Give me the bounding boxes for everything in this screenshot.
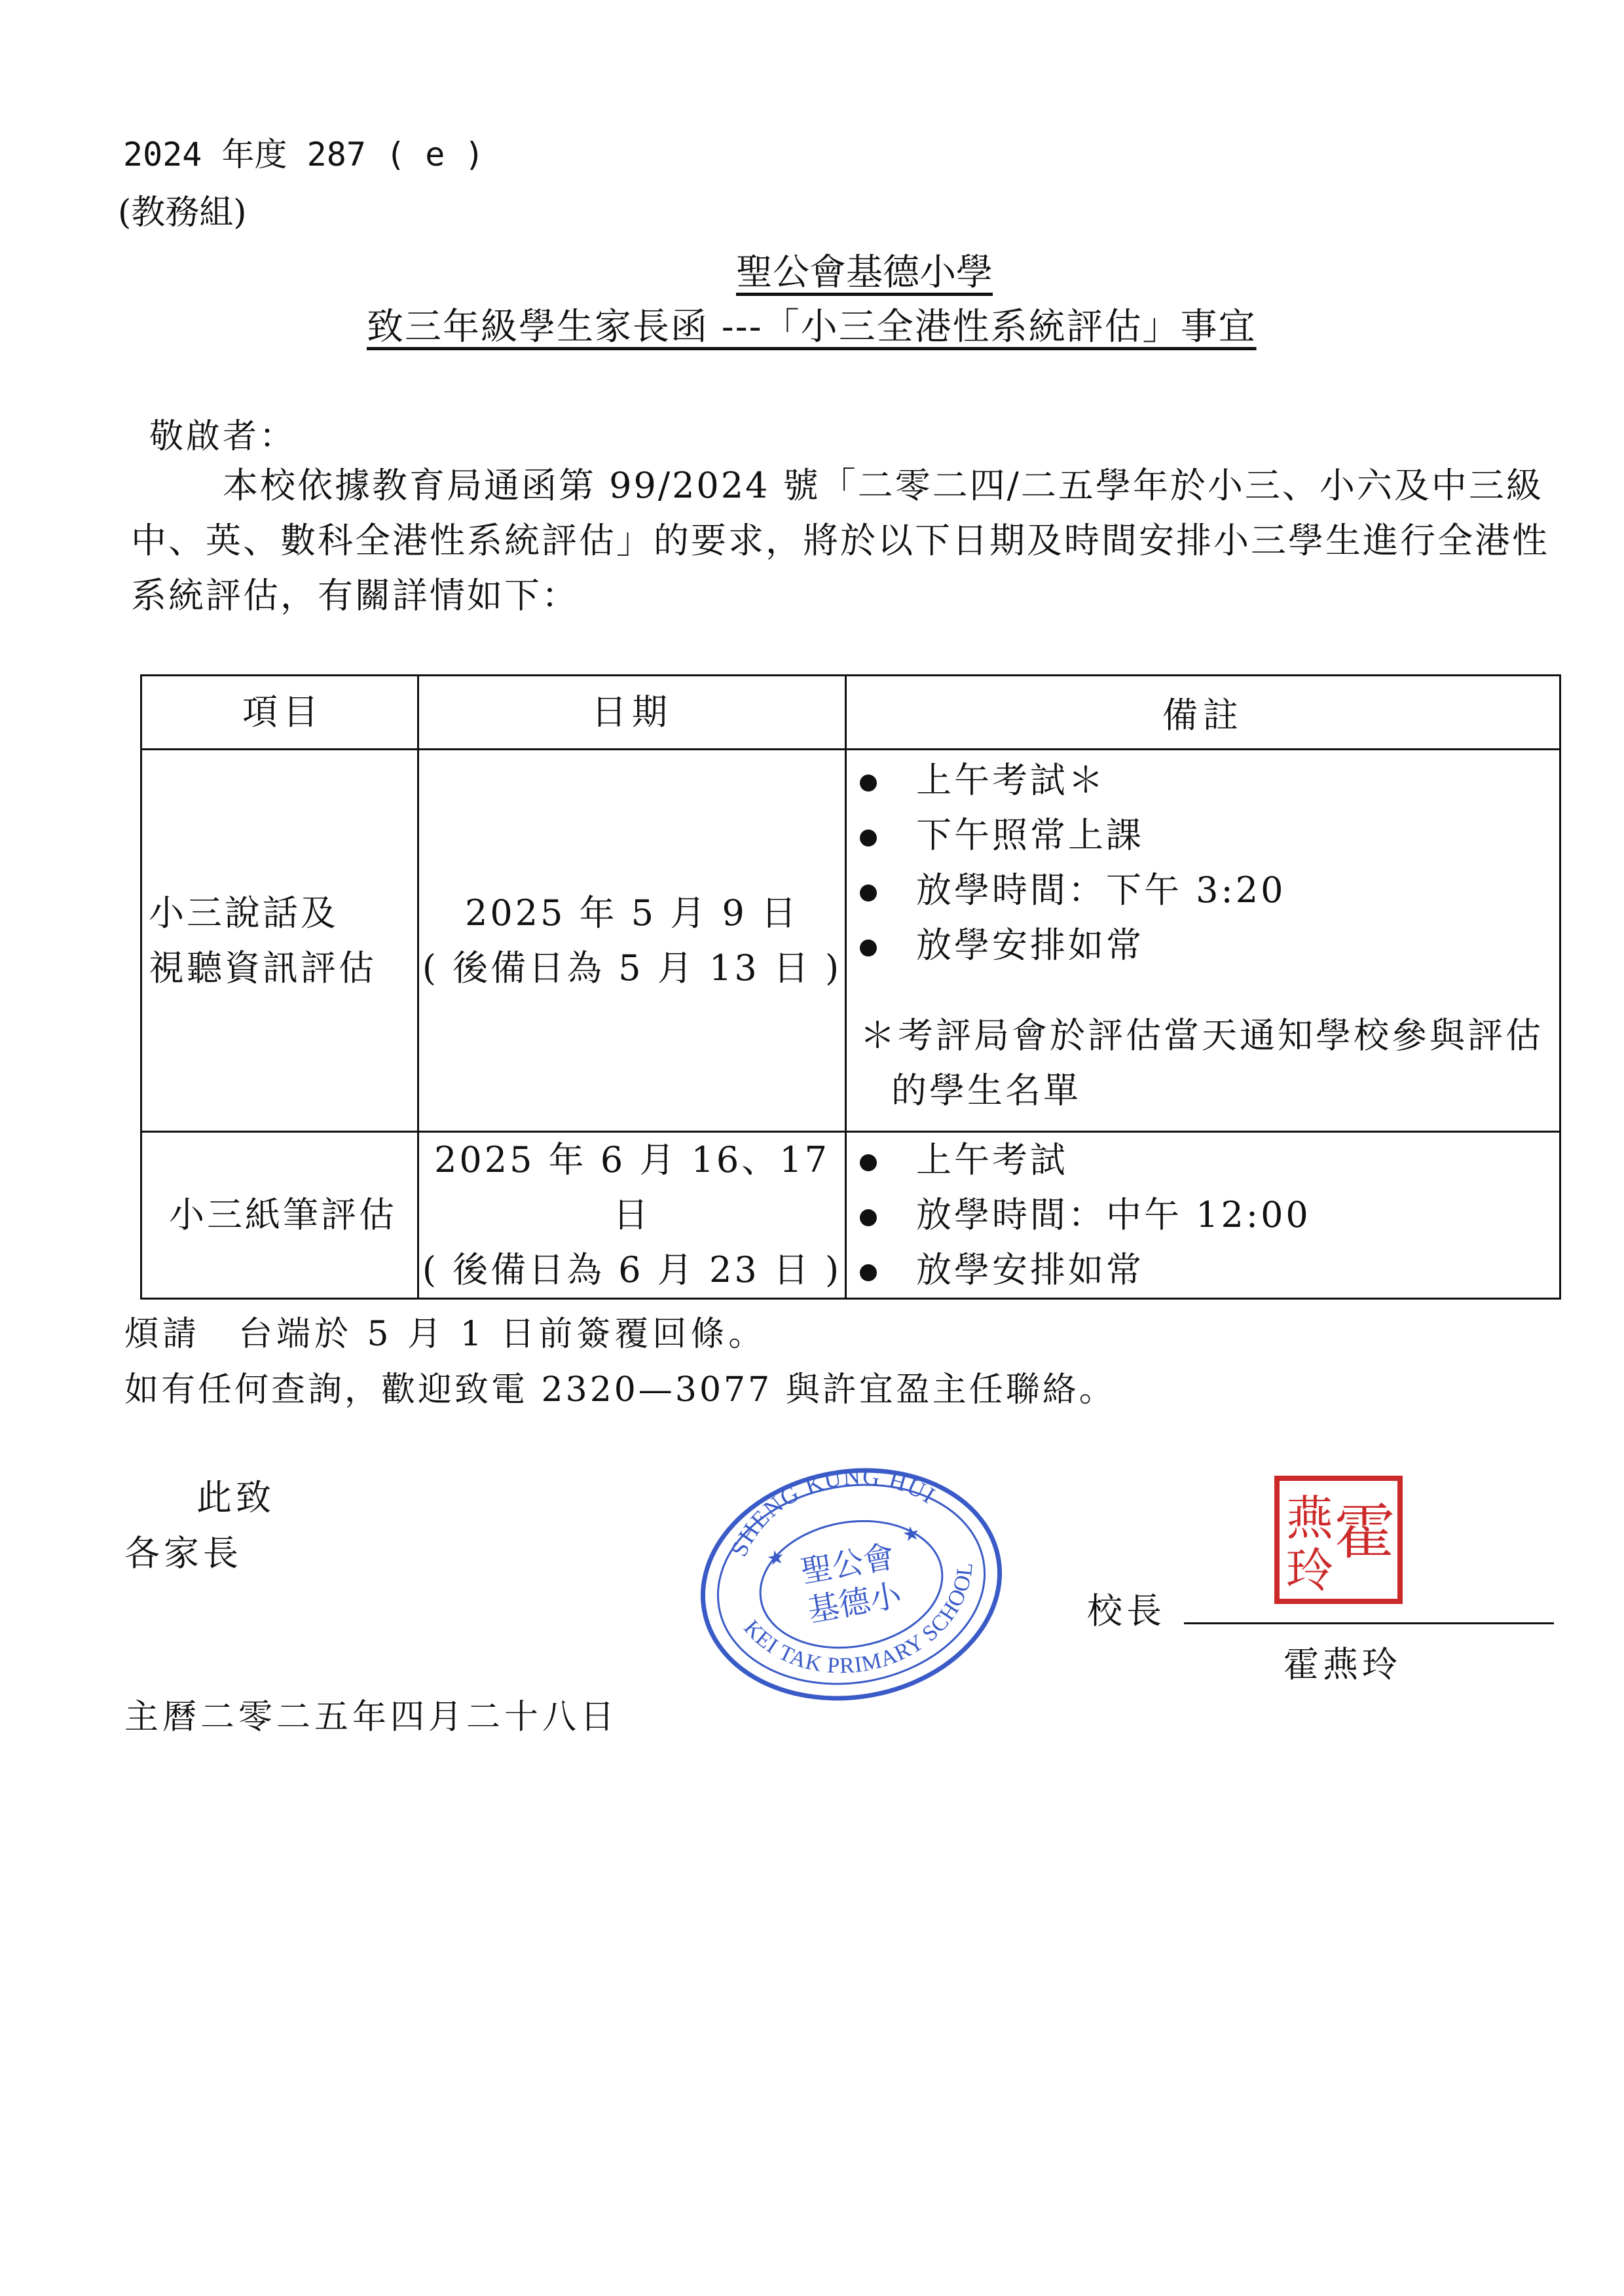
recipient: 各家長 [124, 1533, 242, 1574]
row2-date-line1: 2025 年 6 月 16、17 日 [434, 1139, 830, 1235]
department-label: (教務組) [118, 193, 247, 232]
note-text: 下午照常上課 [916, 814, 1144, 856]
svg-text:★: ★ [765, 1545, 787, 1571]
list-item [860, 1243, 1559, 1298]
body-paragraph-text: 本校依據教育局通函第 99/2024 號「二零二四/二五學年於小三、小六及中三級中、英、數科全港性系統評估」的要求，將於以下日期及時間安排小三學生進行全港性系統評估，有關詳情如下： [131, 465, 1549, 616]
ci-zhi: 此致 [196, 1477, 275, 1518]
svg-text:燕: 燕 [1285, 1491, 1334, 1546]
svg-text:★: ★ [900, 1521, 922, 1548]
svg-text:聖公會: 聖公會 [798, 1538, 898, 1591]
svg-text:基德小: 基德小 [805, 1576, 904, 1630]
note-text: 上午考試 [916, 1139, 1068, 1180]
header-date: 日期 [418, 676, 846, 750]
header-remarks: 備註 [846, 676, 1560, 750]
row1-item-line2: 視聽資訊評估 [149, 947, 377, 989]
svg-text:SHENG KUNG HUI: SHENG KUNG HUI [726, 1463, 941, 1561]
note-text: 放學安排如常 [916, 924, 1144, 966]
note-text: 放學安排如常 [916, 1249, 1144, 1290]
school-stamp-icon [694, 1460, 1008, 1709]
school-name: 聖公會基德小學 [736, 251, 993, 294]
table-row [141, 750, 1560, 1132]
list-item [860, 1133, 1559, 1188]
letter-subject: 致三年級學生家長函 ---「小三全港性系統評估」事宜 [367, 306, 1257, 348]
row1-date-line2: ( 後備日為 5 月 13 日 ) [422, 947, 842, 989]
letter-reference: 2024 年度 287 ( e ) [123, 136, 485, 173]
bullet-icon [860, 774, 877, 792]
principal-seal-icon [1273, 1474, 1404, 1605]
svg-text:霍: 霍 [1334, 1497, 1395, 1567]
row1-footnote [860, 1008, 1559, 1118]
bullet-icon [860, 1209, 877, 1226]
bullet-icon [860, 1154, 877, 1171]
svg-text:KEI TAK PRIMARY SCHOOL: KEI TAK PRIMARY SCHOOL [739, 1561, 978, 1679]
principal-label: 校長 [1087, 1590, 1166, 1631]
row2-date [418, 1132, 846, 1299]
bullet-icon [860, 829, 877, 847]
table-row [141, 1132, 1560, 1299]
row2-item: 小三紙筆評估 [141, 1132, 418, 1299]
list-item [860, 863, 1559, 918]
bullet-icon [860, 939, 877, 957]
row1-date [418, 750, 846, 1132]
footnote-line1: ＊考評局會於評估當天通知學校參與評估 [860, 1015, 1543, 1056]
enquiry-line: 如有任何查詢，歡迎致電 2320—3077 與許宜盈主任聯絡。 [124, 1370, 1116, 1410]
svg-text:玲: 玲 [1285, 1543, 1334, 1598]
bullet-icon [860, 1264, 877, 1281]
note-text: 放學時間：中午 12:00 [916, 1194, 1311, 1235]
reply-request: 煩請 台端於 5 月 1 日前簽覆回條。 [124, 1315, 767, 1354]
body-paragraph [131, 458, 1585, 623]
bullet-icon [860, 884, 877, 902]
row1-item-line1: 小三說話及 [149, 892, 339, 934]
row2-remarks [846, 1132, 1560, 1299]
footnote-line2: 的學生名單 [891, 1070, 1081, 1111]
assessment-table [140, 674, 1561, 1300]
list-item [860, 753, 1559, 808]
row2-date-line2: ( 後備日為 6 月 23 日 ) [422, 1249, 842, 1290]
list-item [860, 808, 1559, 863]
row1-item [141, 750, 418, 1132]
list-item [860, 1188, 1559, 1243]
signature-line [1184, 1622, 1554, 1624]
list-item [860, 918, 1559, 973]
table-header-row [141, 676, 1560, 750]
salutation: 敬啟者： [149, 417, 297, 456]
letter-date: 主曆二零二五年四月二十八日 [124, 1698, 619, 1737]
row1-date-line1: 2025 年 5 月 9 日 [465, 892, 799, 934]
note-text: 上午考試＊ [916, 759, 1106, 801]
header-item: 項目 [141, 676, 418, 750]
principal-name: 霍燕玲 [1283, 1644, 1401, 1685]
row1-remarks [846, 750, 1560, 1132]
note-text: 放學時間：下午 3:20 [916, 869, 1286, 911]
